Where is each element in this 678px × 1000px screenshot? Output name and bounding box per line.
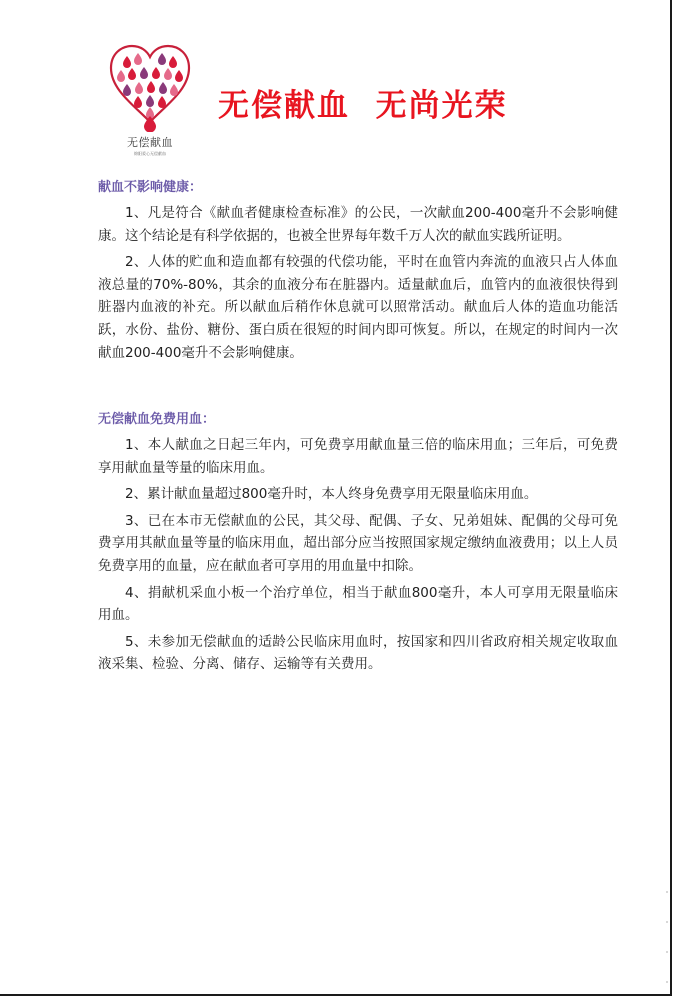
blood-donation-logo	[105, 40, 195, 170]
page-corner-dots	[664, 888, 670, 988]
section-health	[98, 178, 618, 368]
heart-drops-icon	[105, 40, 195, 132]
paragraph: 1、凡是符合《献血者健康检查标准》的公民，一次献血200-400毫升不会影响健康。这个结论是有科学依据的，也被全世界每年数千万人次的献血实践所证明。	[98, 205, 618, 244]
paragraph: 3、已在本市无偿献血的公民，其父母、配偶、子女、兄弟姐妹、配偶的父母可免费享用其献血量等量的临床用血，超出部分应当按照国家规定缴纳血液费用；以上人员免费享用的血量，应在献血者可享用的用血量中扣除。	[98, 512, 618, 574]
logo-subtext: 绵阳爱心无偿献血	[134, 151, 166, 156]
paragraph: 2、人体的贮血和造血都有较强的代偿功能，平时在血管内奔流的血液只占人体血液总量的70%-80%，其余的血液分布在脏器内。适量献血后，血管内的血液很快得到脏器内血液的补充。所以献血后稍作休息就可以照常活动。献血后人体的造血功能活跃，水份、盐份、糖份、蛋白质在很短的时间内即可恢复。所以，在规定的时间内一次献血200-400毫升不会影响健康。	[98, 254, 618, 361]
paragraph: 2、累计献血量超过800毫升时，本人终身免费享用无限量临床用血。	[125, 486, 538, 503]
paragraph: 4、捐献机采血小板一个治疗单位，相当于献血800毫升，本人可享用无限量临床用血。	[98, 584, 618, 624]
paragraph: 1、本人献血之日起三年内，可免费享用献血量三倍的临床用血；三年后，可免费享用献血量等量的临床用血。	[98, 437, 618, 476]
section-heading: 献血不影响健康：	[98, 180, 203, 195]
logo-text: 无偿献血	[127, 136, 173, 149]
section-free-blood	[98, 410, 618, 680]
section-heading: 无偿献血免费用血：	[98, 412, 216, 427]
paragraph: 5、未参加无偿献血的适龄公民临床用血时，按国家和四川省政府相关规定收取血液采集、检验、分离、储存、运输等有关费用。	[98, 633, 618, 673]
page-title: 无偿献血 无尚光荣	[218, 88, 508, 124]
